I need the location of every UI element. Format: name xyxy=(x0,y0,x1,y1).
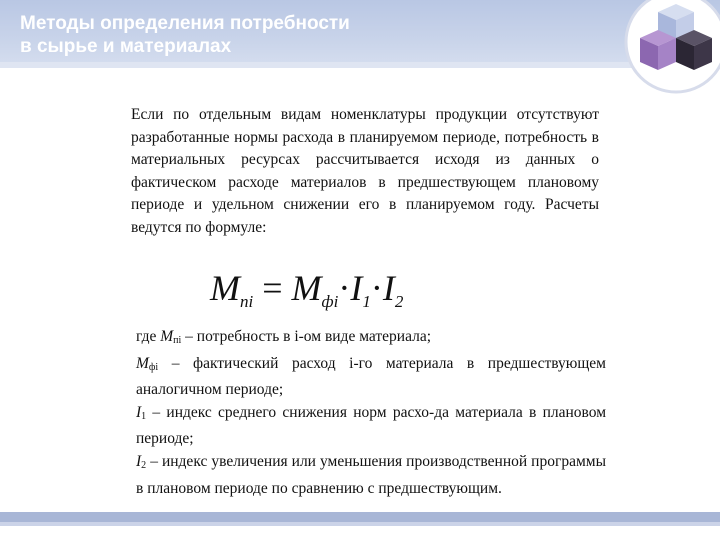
formula-i2-sub: 2 xyxy=(394,292,404,311)
legend-item xyxy=(136,353,606,402)
legend-item xyxy=(136,451,606,500)
formula-rhs: M xyxy=(291,268,322,308)
formula-i1-sub: 1 xyxy=(362,292,371,311)
legend-item xyxy=(136,402,606,451)
legend-symbol: I xyxy=(136,452,142,470)
cubes-logo-icon xyxy=(612,0,720,98)
title-line-2: в сырье и материалах xyxy=(20,36,232,57)
intro-paragraph: Если по отдельным видам номенклатуры продукции отсутствуют разработанные нормы расхода в планируемом периоде, потребность в материальных ресурсах рассчитывается исходя из данных о фактическом расходе материалов в предшествующем плановому периоде и удельном снижении его в планируемом году. Расчеты ведутся по формуле: xyxy=(131,106,599,236)
legend-item xyxy=(136,326,606,353)
formula-lhs-sub: пi xyxy=(240,292,254,311)
legend-symbol-sub: 2 xyxy=(141,459,147,471)
legend-symbol: M xyxy=(160,328,174,345)
legend-text: – фактический расход i-го материала в предшествующем аналогичном периоде; xyxy=(136,354,606,399)
formula-lhs: M xyxy=(210,268,240,308)
legend-text: – потребность в i-ом виде материала; xyxy=(181,328,432,345)
legend-symbol: I xyxy=(136,403,142,421)
legend-symbol-sub: фi xyxy=(148,361,159,373)
title-line-1: Методы определения потребности xyxy=(20,13,350,34)
footer-bar-edge xyxy=(0,522,720,526)
legend-symbol-sub: 1 xyxy=(141,410,147,422)
formula-rhs-sub: фi xyxy=(321,292,339,311)
formula-i1: I xyxy=(350,268,363,308)
formula-dot-1: · xyxy=(338,268,351,308)
footer-bar xyxy=(0,512,720,522)
formula xyxy=(210,268,470,316)
legend-symbol: M xyxy=(136,354,149,372)
legend-prefix: где xyxy=(136,328,161,345)
formula-legend xyxy=(136,326,606,500)
slide-title xyxy=(20,12,350,58)
legend-symbol-sub: пi xyxy=(173,335,182,346)
formula-equals: = xyxy=(262,268,283,308)
legend-text: – индекс увеличения или уменьшения производственной программы в плановом периоде по сравнению с предшествующим. xyxy=(136,452,606,497)
formula-i2: I xyxy=(382,268,395,308)
legend-text: – индекс среднего снижения норм расхо-да материала в плановом периоде; xyxy=(136,403,606,448)
formula-dot-2: · xyxy=(370,268,383,308)
